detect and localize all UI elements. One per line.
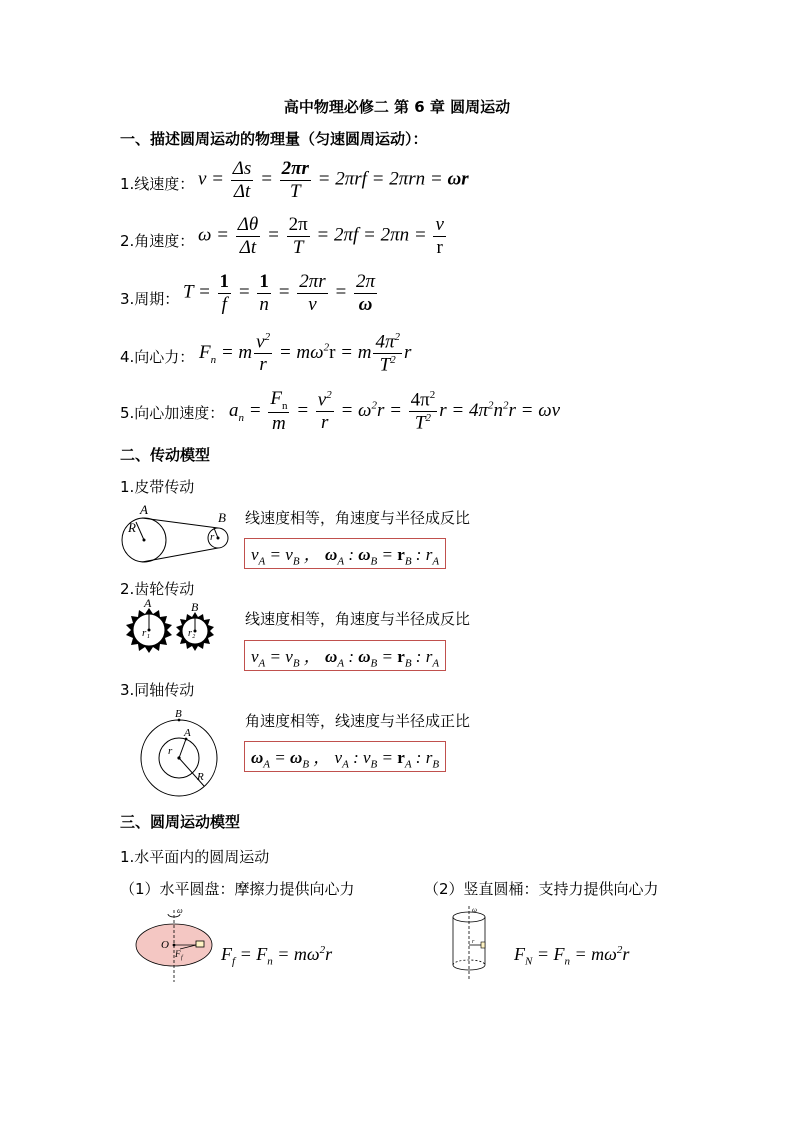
gear-drive-diagram [118,598,218,666]
linear-velocity-label: 1.线速度： [120,175,195,193]
svg-text:F: F [175,949,181,959]
belt-drive-description: 线速度相等，角速度与半径成反比 [245,509,471,527]
belt-drive-label: 1.皮带传动 [120,478,195,496]
angular-velocity-formula: ω = $\frac{\Delta\theta}{\Delta t}$ = $\frac{2\pi}{T}$ = 2πf = 2πn = $\frac{v}{r}$ [198,214,444,258]
centripetal-force-label: 4.向心力： [120,348,195,366]
centripetal-acceleration-formula: $a_n$ = $\frac{F_n}{m}$ = $\frac{v^2}{r}$ = $\omega^2r$ = $\frac{4\pi^2}{T^2}$ $r = 4\pi^2n^2r = \omega v$ [229,388,561,435]
section1-heading: 一、描述圆周运动的物理量（匀速圆周运动）： [120,130,428,148]
svg-text:r: r [472,939,475,945]
section2-heading: 二、传动模型 [120,446,211,464]
svg-text:r: r [210,531,215,543]
cylinder-force-formula: $F_N = F_n = m\omega^2r$ [514,944,630,968]
horizontal-disc-diagram [134,905,216,985]
centripetal-force-formula: $F_n = m$ $\frac{v^2}{r}$ = $m\omega^2r = m$ $\frac{4\pi^2}{T^2}$ r [199,331,412,376]
belt-drive-diagram [118,500,238,570]
linear-velocity-formula: v = $\frac{\Delta s}{\Delta t}$ = $\frac{2\pi r}{T}$ = 2πrf = 2πrn = ωr [198,158,469,202]
coaxial-drive-relation: $\omega_A = \omega_B$ ， $v_A$ : $v_B = r_A$ : $r_B$ [244,741,446,772]
svg-text:ω: ω [177,906,183,915]
angular-velocity-label: 2.角速度： [120,232,195,250]
svg-text:A: A [140,502,148,517]
svg-text:R: R [128,520,136,535]
vertical-cylinder-diagram [444,903,494,981]
gear-drive-description: 线速度相等，角速度与半径成反比 [245,610,471,628]
svg-text:r₁: r₁ [142,627,151,639]
coaxial-drive-label: 3.同轴传动 [120,681,195,699]
svg-text:f: f [181,955,183,961]
period-formula: T = $\frac{1}{f}$ = $\frac{1}{n}$ = $\frac{2\pi r}{v}$ = $\frac{2\pi}{\omega}$ [183,271,375,315]
page-title: 高中物理必修二 第 6 章 圆周运动 [283,98,511,116]
gear-drive-label: 2.齿轮传动 [120,580,195,598]
svg-text:A: A [184,727,191,739]
svg-text:B: B [191,600,199,614]
centripetal-acceleration-label: 5.向心加速度： [120,404,225,422]
svg-text:B: B [175,708,182,720]
coaxial-drive-description: 角速度相等，线速度与半径成正比 [245,712,471,730]
svg-text:O: O [161,939,169,951]
svg-text:r₂: r₂ [188,628,196,639]
svg-text:B: B [218,510,226,525]
svg-text:ω: ω [472,906,477,914]
belt-drive-relation: $v_A = v_B$ ， $\omega_A$ : $\omega_B = r_B$ : $r_A$ [244,538,446,569]
case2-label: （2）竖直圆桶：支持力提供向心力 [424,880,659,898]
gear-drive-relation: $v_A = v_B$ ， $\omega_A$ : $\omega_B = r_B$ : $r_A$ [244,640,446,671]
section3-heading: 三、圆周运动模型 [120,813,241,831]
horizontal-circular-label: 1.水平面内的圆周运动 [120,848,270,866]
case1-label: （1）水平圆盘：摩擦力提供向心力 [120,880,355,898]
svg-text:R: R [197,771,204,783]
svg-text:r: r [168,745,173,757]
coaxial-drive-diagram [134,708,224,800]
svg-text:A: A [144,598,152,610]
period-label: 3.周期： [120,290,180,308]
disc-force-formula: $F_f = F_n = m\omega^2r$ [221,944,333,968]
